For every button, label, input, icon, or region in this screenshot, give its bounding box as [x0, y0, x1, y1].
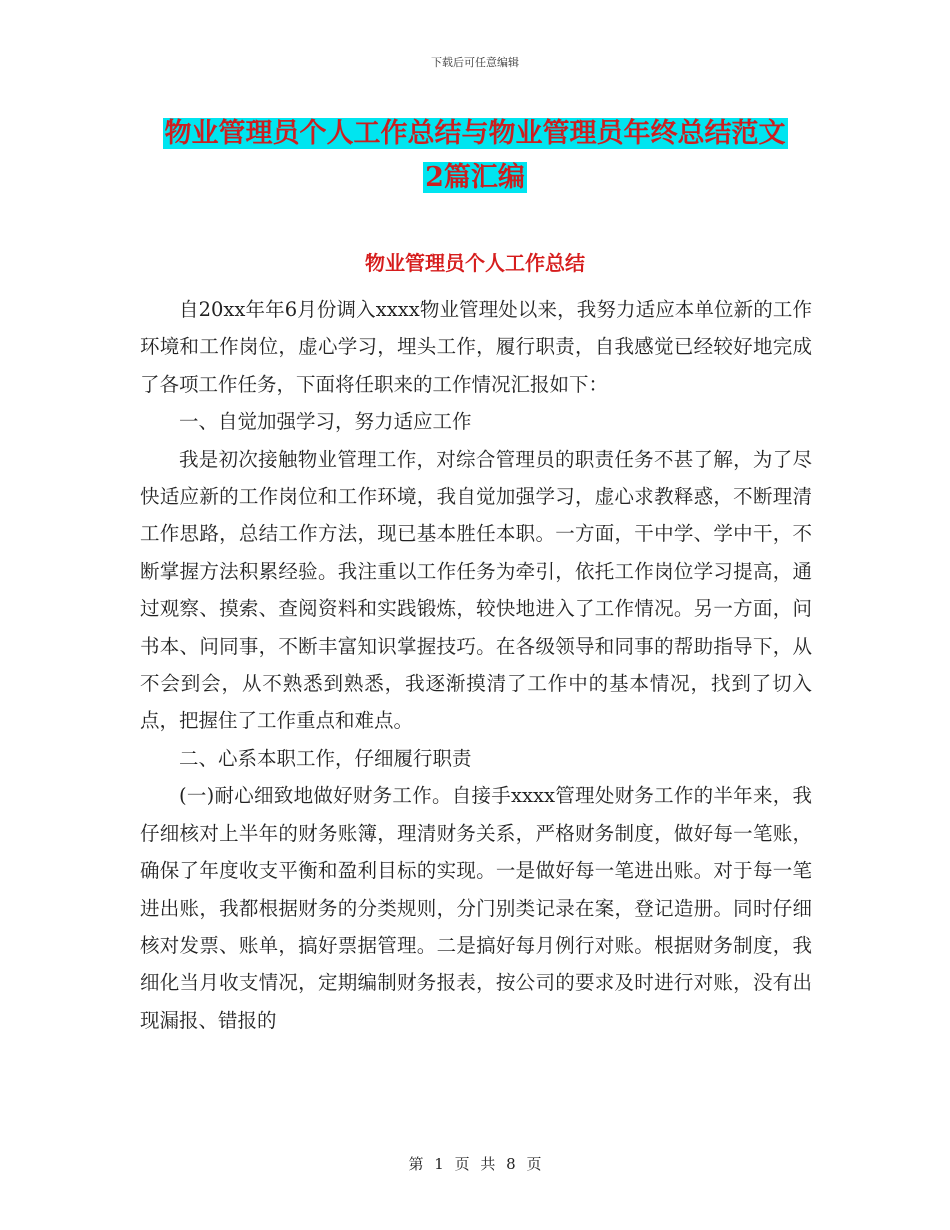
body-text: [140, 291, 812, 1039]
document-title: [140, 112, 810, 200]
document-title-line1: 物业管理员个人工作总结与物业管理员年终总结范文: [164, 118, 786, 149]
document-title-line2: 2篇汇编: [425, 162, 525, 193]
heading-1: 一、自觉加强学习，努力适应工作: [179, 410, 472, 434]
heading-2: 二、心系本职工作，仔细履行职责: [179, 746, 472, 770]
section-title: 物业管理员个人工作总结: [365, 251, 585, 275]
paragraph-2: (一)耐心细致地做好财务工作。自接手xxxx管理处财务工作的半年来，我仔细核对上半年的财务账簿，理清财务关系，严格财务制度，做好每一笔账，确保了年度收支平衡和盈利目标的实现。一是做好每一笔进出账。对于每一笔进出账，我都根据财务的分类规则，分门别类记录在案，登记造册。同时仔细核对发票、账单，搞好票据管理。二是搞好每月例行对账。根据财务制度，我细化当月收支情况，定期编制财务报表，按公司的要求及时进行对账，没有出现漏报、错报的: [140, 784, 812, 1032]
paragraph-intro: 自20xx年年6月份调入xxxx物业管理处以来，我努力适应本单位新的工作环境和工作岗位，虚心学习，埋头工作，履行职责，自我感觉已经较好地完成了各项工作任务，下面将任职来的工作情况汇报如下：: [140, 298, 812, 396]
page-footer: 第 1 页 共 8 页: [408, 1155, 542, 1173]
header-note: 下载后可任意编辑: [431, 56, 519, 69]
paragraph-1: 我是初次接触物业管理工作，对综合管理员的职责任务不甚了解，为了尽快适应新的工作岗位和工作环境，我自觉加强学习，虚心求教释惑，不断理清工作思路，总结工作方法，现已基本胜任本职。一方面，干中学、学中干，不断掌握方法积累经验。我注重以工作任务为牵引，依托工作岗位学习提高，通过观察、摸索、查阅资料和实践锻炼，较快地进入了工作情况。另一方面，问书本、问同事，不断丰富知识掌握技巧。在各级领导和同事的帮助指导下，从不会到会，从不熟悉到熟悉，我逐渐摸清了工作中的基本情况，找到了切入点，把握住了工作重点和难点。: [140, 447, 812, 733]
